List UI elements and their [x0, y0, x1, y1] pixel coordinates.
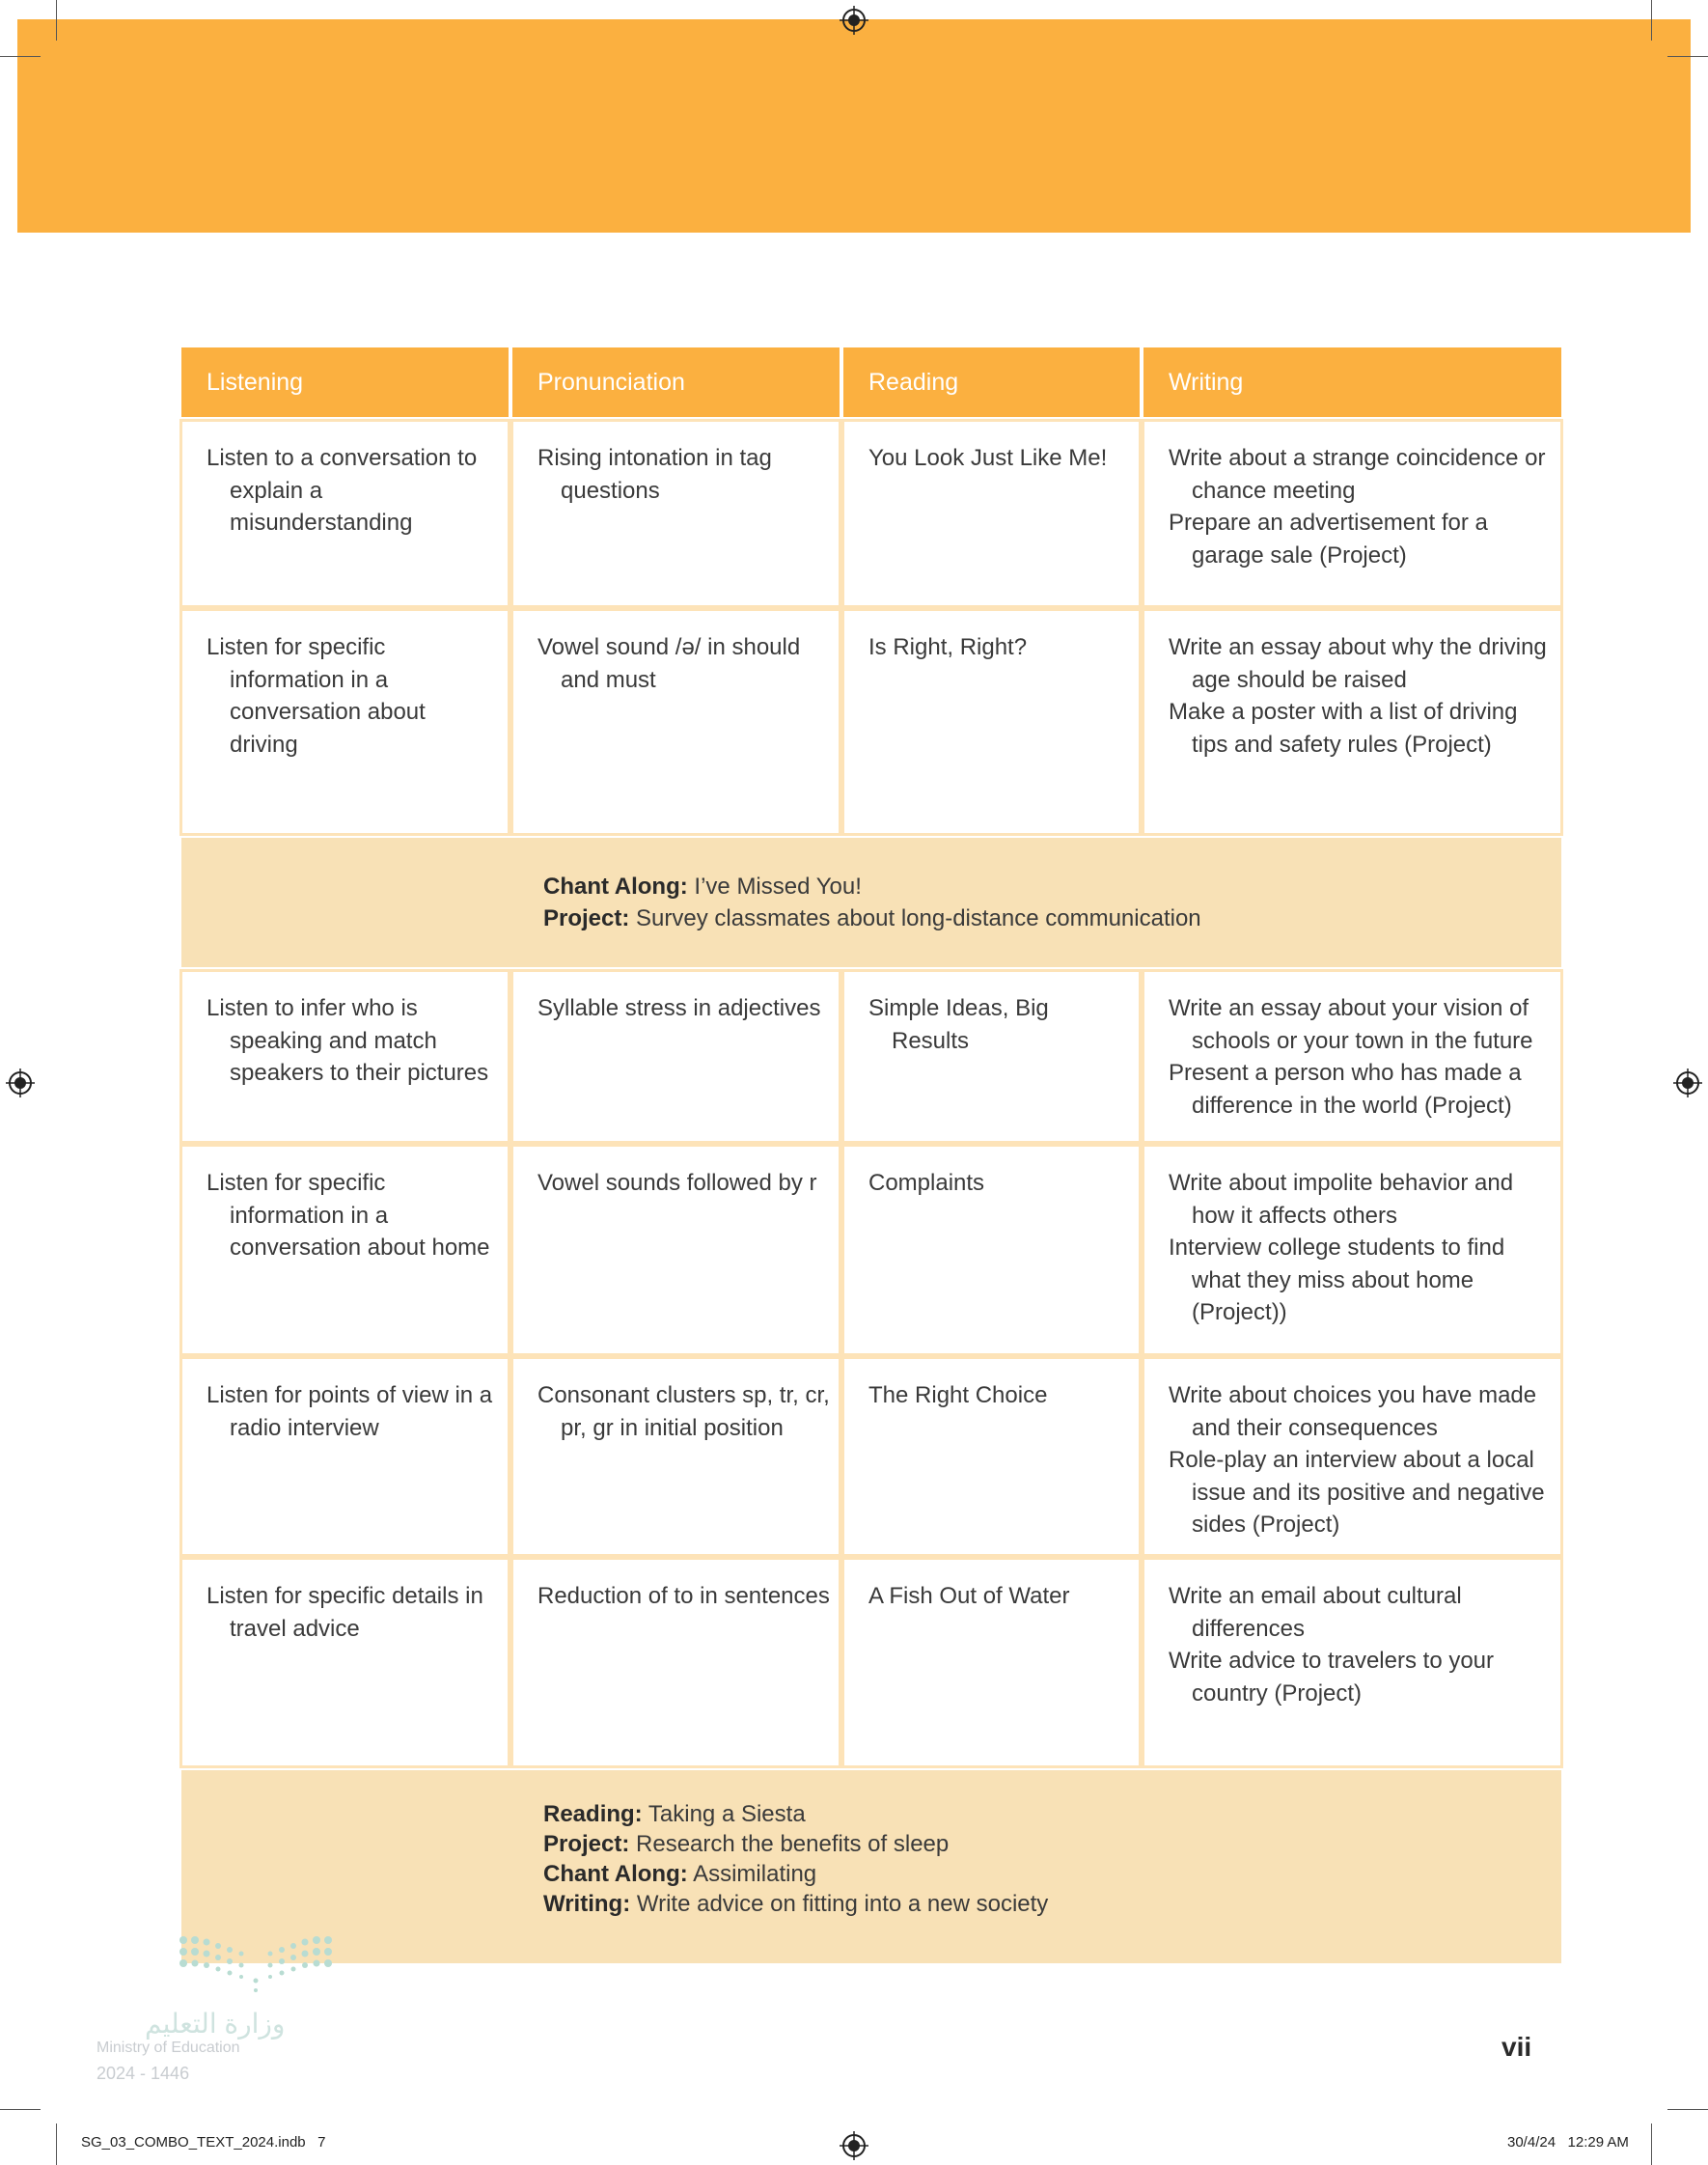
list-item: Write advice to travelers to your country (Project) — [1169, 1648, 1495, 1707]
list-item: Syllable stress in adjectives — [537, 995, 821, 1021]
review-label: Writing: — [543, 1891, 631, 1917]
pronunciation-cell — [512, 1559, 840, 1766]
list-item: Write an essay about why the driving age should be raised — [1169, 634, 1547, 693]
registration-mark-icon — [840, 2131, 868, 2160]
review-line — [543, 871, 1561, 902]
crop-mark — [0, 56, 41, 57]
crop-mark — [56, 2123, 57, 2165]
table-header-row — [181, 347, 1561, 417]
review-band — [181, 838, 1561, 967]
review-text: Survey classmates about long-distance communication — [636, 905, 1201, 931]
list-item: A Fish Out of Water — [868, 1583, 1070, 1609]
review-label: Reading: — [543, 1801, 643, 1827]
pronunciation-cell — [512, 421, 840, 606]
review-label: Chant Along: — [543, 1861, 688, 1887]
listening-cell — [181, 421, 509, 606]
table-row — [181, 610, 1561, 834]
crop-mark — [1667, 56, 1708, 57]
list-item: Make a poster with a list of driving tips and safety rules (Project) — [1169, 699, 1518, 758]
ministry-year: 2024 - 1446 — [96, 2064, 190, 2083]
table-row — [181, 971, 1561, 1142]
review-text: Write advice on fitting into a new society — [636, 1891, 1049, 1917]
list-item: Reduction of to in sentences — [537, 1583, 830, 1609]
page-number: vii — [1501, 2032, 1532, 2062]
ministry-name-arabic: وزارة التعليم — [145, 2009, 286, 2039]
reading-cell — [843, 1146, 1140, 1354]
review-label: Project: — [543, 1831, 630, 1857]
reading-cell — [843, 1559, 1140, 1766]
list-item: Rising intonation in tag questions — [537, 445, 772, 504]
review-line — [543, 902, 1561, 934]
review-band — [181, 1770, 1561, 1963]
ministry-logo-icon — [96, 1930, 347, 2008]
list-item: Write about impolite behavior and how it affects others — [1169, 1170, 1514, 1229]
crop-mark — [0, 2109, 41, 2110]
top-header-band — [17, 19, 1691, 233]
table-row — [181, 1146, 1561, 1354]
table-row — [181, 1358, 1561, 1555]
list-item: Listen to infer who is speaking and match speakers to their pictures — [207, 995, 489, 1086]
list-item: Role-play an interview about a local issue and its positive and negative sides (Project) — [1169, 1447, 1545, 1538]
writing-cell — [1143, 1559, 1561, 1766]
list-item: The Right Choice — [868, 1382, 1048, 1408]
list-item: Write about choices you have made and their consequences — [1169, 1382, 1537, 1441]
list-item: Is Right, Right? — [868, 634, 1028, 660]
print-slug-file: SG_03_COMBO_TEXT_2024.indb 7 — [81, 2134, 326, 2151]
list-item: Listen for specific information in a conversation about driving — [207, 634, 426, 758]
listening-cell — [181, 610, 509, 834]
review-line — [543, 1799, 1561, 1829]
list-item: Listen to a conversation to explain a misunderstanding — [207, 445, 478, 536]
list-item: Write about a strange coincidence or chance meeting — [1169, 445, 1546, 504]
header-reading: Reading — [843, 347, 1140, 417]
reading-cell — [843, 610, 1140, 834]
list-item: Present a person who has made a difference in the world (Project) — [1169, 1060, 1522, 1119]
registration-mark-icon — [840, 6, 868, 35]
review-line — [543, 1829, 1561, 1859]
writing-cell — [1143, 1146, 1561, 1354]
header-writing: Writing — [1143, 347, 1561, 417]
crop-mark — [56, 0, 57, 41]
review-text: Assimilating — [693, 1861, 817, 1887]
reading-cell — [843, 971, 1140, 1142]
listening-cell — [181, 971, 509, 1142]
review-text: I’ve Missed You! — [694, 874, 862, 900]
print-slug-date: 30/4/24 12:29 AM — [1507, 2134, 1629, 2151]
table-row — [181, 1559, 1561, 1766]
list-item: You Look Just Like Me! — [868, 445, 1108, 471]
scope-sequence-table — [181, 347, 1561, 1963]
pronunciation-cell — [512, 971, 840, 1142]
list-item: Write an email about cultural differences — [1169, 1583, 1462, 1642]
crop-mark — [1651, 2123, 1652, 2165]
review-text: Research the benefits of sleep — [636, 1831, 950, 1857]
review-text: Taking a Siesta — [647, 1801, 806, 1827]
crop-mark — [1651, 0, 1652, 41]
reading-cell — [843, 1358, 1140, 1555]
writing-cell — [1143, 421, 1561, 606]
list-item: Listen for specific details in travel advice — [207, 1583, 483, 1642]
ministry-name-english: Ministry of Education — [96, 2040, 240, 2056]
reading-cell — [843, 421, 1140, 606]
registration-mark-icon — [1673, 1069, 1702, 1097]
list-item: Vowel sounds followed by r — [537, 1170, 817, 1196]
table-row — [181, 421, 1561, 606]
writing-cell — [1143, 971, 1561, 1142]
header-pronunciation: Pronunciation — [512, 347, 840, 417]
review-line — [543, 1859, 1561, 1889]
review-line — [543, 1889, 1561, 1919]
list-item: Prepare an advertisement for a garage sale (Project) — [1169, 510, 1488, 569]
pronunciation-cell — [512, 1146, 840, 1354]
list-item: Complaints — [868, 1170, 985, 1196]
pronunciation-cell — [512, 1358, 840, 1555]
list-item: Listen for specific information in a conversation about home — [207, 1170, 490, 1261]
crop-mark — [1667, 2109, 1708, 2110]
list-item: Write an essay about your vision of schools or your town in the future — [1169, 995, 1533, 1054]
listening-cell — [181, 1559, 509, 1766]
list-item: Simple Ideas, Big Results — [868, 995, 1049, 1054]
list-item: Consonant clusters sp, tr, cr, pr, gr in initial position — [537, 1382, 830, 1441]
listening-cell — [181, 1146, 509, 1354]
writing-cell — [1143, 610, 1561, 834]
review-label: Chant Along: — [543, 874, 688, 900]
writing-cell — [1143, 1358, 1561, 1555]
list-item: Vowel sound /ə/ in should and must — [537, 634, 801, 693]
header-listening: Listening — [181, 347, 509, 417]
listening-cell — [181, 1358, 509, 1555]
list-item: Listen for points of view in a radio interview — [207, 1382, 493, 1441]
list-item: Interview college students to find what they miss about home (Project)) — [1169, 1235, 1505, 1325]
pronunciation-cell — [512, 610, 840, 834]
review-label: Project: — [543, 905, 630, 931]
registration-mark-icon — [6, 1069, 35, 1097]
